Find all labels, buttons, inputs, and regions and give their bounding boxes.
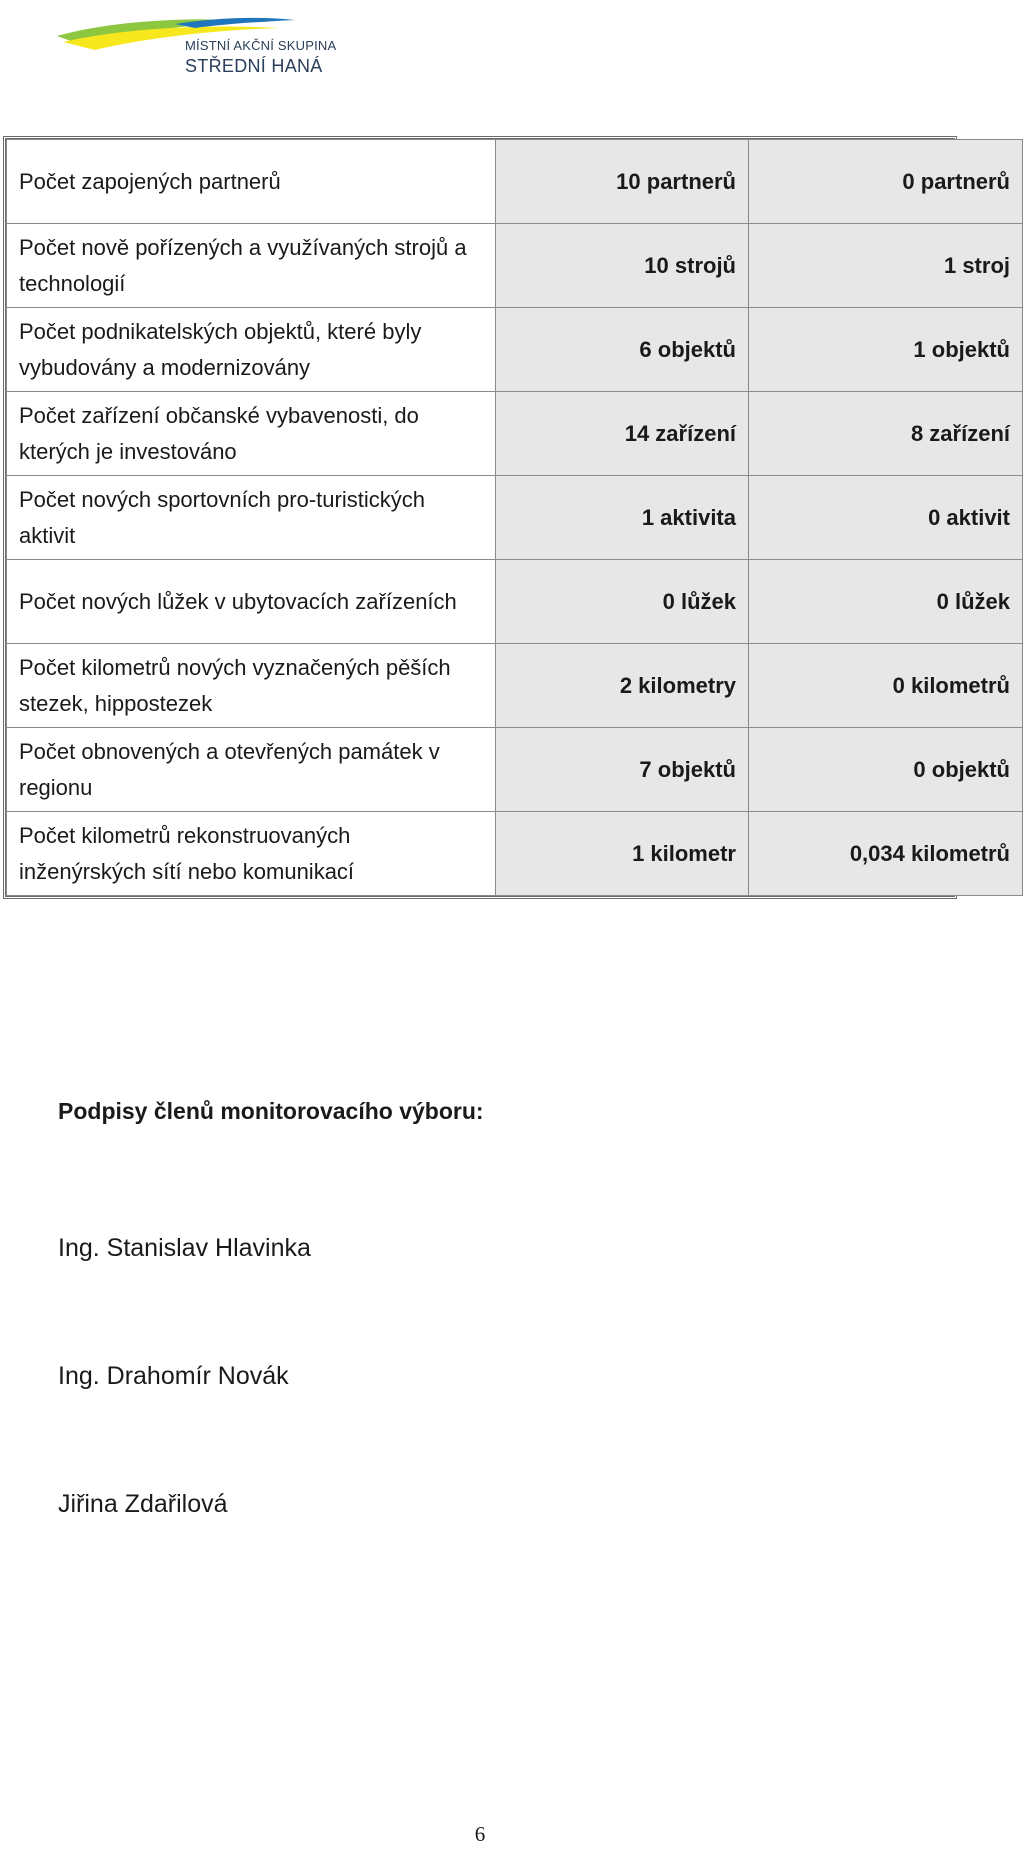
indicator-value-actual: 0 aktivit xyxy=(749,476,1023,560)
table-row xyxy=(7,224,1023,308)
table-row xyxy=(7,728,1023,812)
indicator-label: Počet kilometrů rekonstruovaných inženýrských sítí nebo komunikací xyxy=(7,812,496,896)
page-number: 6 xyxy=(474,1822,486,1846)
indicators-table xyxy=(6,139,1023,896)
indicator-value-actual: 0 partnerů xyxy=(749,140,1023,224)
indicator-label: Počet nových lůžek v ubytovacích zařízeních xyxy=(7,560,496,644)
table-row xyxy=(7,392,1023,476)
indicator-label: Počet nových sportovních pro-turistických aktivit xyxy=(7,476,496,560)
signatory-name: Ing. Stanislav Hlavinka xyxy=(58,1234,311,1262)
indicator-value-actual: 0 objektů xyxy=(749,728,1023,812)
table-row xyxy=(7,560,1023,644)
indicator-value-actual: 8 zařízení xyxy=(749,392,1023,476)
indicator-label: Počet zařízení občanské vybavenosti, do kterých je investováno xyxy=(7,392,496,476)
indicator-value-actual: 0 lůžek xyxy=(749,560,1023,644)
indicator-value-actual: 1 stroj xyxy=(749,224,1023,308)
indicator-value-actual: 1 objektů xyxy=(749,308,1023,392)
table-row xyxy=(7,476,1023,560)
table-row xyxy=(7,308,1023,392)
indicators-table-frame xyxy=(3,136,1010,899)
indicator-label: Počet kilometrů nových vyznačených pěších stezek, hippostezek xyxy=(7,644,496,728)
indicator-value-target: 14 zařízení xyxy=(496,392,749,476)
signatory-name: Ing. Drahomír Novák xyxy=(58,1362,289,1390)
indicator-value-target: 1 kilometr xyxy=(496,812,749,896)
table-row xyxy=(7,812,1023,896)
signatory-name: Jiřina Zdařilová xyxy=(58,1490,228,1518)
indicator-value-target: 1 aktivita xyxy=(496,476,749,560)
indicator-value-actual: 0 kilometrů xyxy=(749,644,1023,728)
indicator-label: Počet obnovených a otevřených památek v regionu xyxy=(7,728,496,812)
indicator-value-target: 0 lůžek xyxy=(496,560,749,644)
organization-logo xyxy=(55,14,355,84)
signatures-heading: Podpisy členů monitorovacího výboru: xyxy=(58,1098,484,1124)
indicator-label: Počet zapojených partnerů xyxy=(7,140,496,224)
indicator-value-target: 10 partnerů xyxy=(496,140,749,224)
indicator-label: Počet nově pořízených a využívaných strojů a technologií xyxy=(7,224,496,308)
table-row xyxy=(7,140,1023,224)
table-row xyxy=(7,644,1023,728)
indicator-value-target: 6 objektů xyxy=(496,308,749,392)
indicator-value-target: 10 strojů xyxy=(496,224,749,308)
indicator-value-target: 2 kilometry xyxy=(496,644,749,728)
indicator-value-target: 7 objektů xyxy=(496,728,749,812)
indicator-value-actual: 0,034 kilometrů xyxy=(749,812,1023,896)
indicator-label: Počet podnikatelských objektů, které byly vybudovány a modernizovány xyxy=(7,308,496,392)
logo-text-line2: STŘEDNÍ HANÁ xyxy=(185,56,323,76)
logo-text-line1: MÍSTNÍ AKČNÍ SKUPINA xyxy=(185,38,337,53)
